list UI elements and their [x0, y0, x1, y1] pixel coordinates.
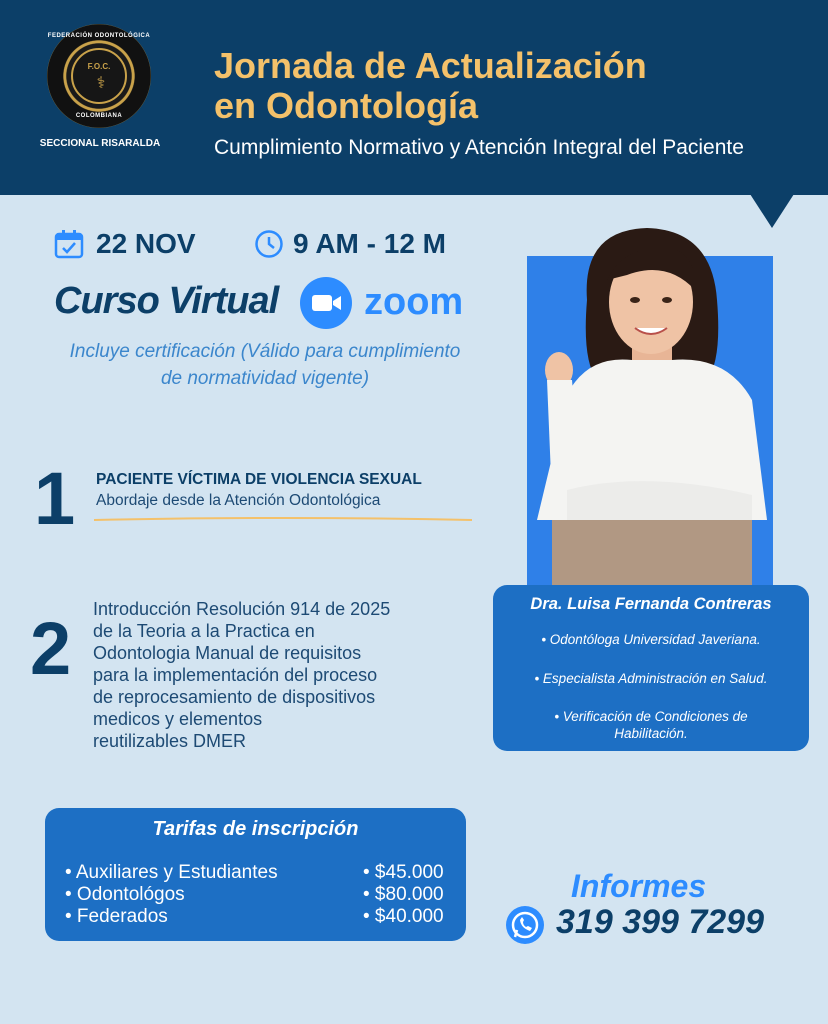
pricing-value: • $40.000	[363, 906, 444, 927]
pricing-label: • Federados	[65, 906, 168, 927]
contact-phone[interactable]: 319 399 7299	[556, 903, 764, 941]
seccional-label: SECCIONAL RISARALDA	[39, 138, 161, 149]
event-title-line2: en Odontología	[214, 85, 478, 126]
contact-label: Informes	[571, 868, 707, 904]
speaker-credential-line2: Habilitación.	[614, 726, 688, 741]
topic-2-line: de reprocesamiento de dispositivos	[93, 687, 376, 707]
pricing-title: Tarifas de inscripción	[152, 818, 359, 840]
topic-1-title: PACIENTE VÍCTIMA DE VIOLENCIA SEXUAL	[96, 471, 422, 488]
speaker-credential-line1: • Verificación de Condiciones de	[554, 709, 748, 724]
pricing-value: • $80.000	[363, 884, 444, 905]
pricing-label: • Auxiliares y Estudiantes	[65, 862, 278, 883]
modality-label: Curso Virtual	[54, 280, 279, 322]
event-title	[214, 46, 647, 126]
calendar-icon	[54, 229, 84, 259]
zoom-camera-icon	[300, 277, 352, 329]
certification-line2: de normatividad vigente)	[160, 368, 370, 389]
logo-center-text: F.O.C.	[87, 62, 111, 71]
event-subtitle: Cumplimiento Normativo y Atención Integral del Paciente	[214, 136, 744, 159]
logo-ring-top-text: FEDERACIÓN ODONTOLÓGICA	[47, 33, 151, 39]
speaker-card	[493, 585, 809, 751]
whatsapp-icon	[506, 906, 544, 944]
event-date: 22 NOV	[96, 228, 196, 259]
speaker-credential: • Especialista Administración en Salud.	[534, 671, 768, 686]
certification-line1: Incluye certificación (Válido para cumplimiento	[69, 341, 461, 362]
topic-1-number: 1	[34, 457, 76, 540]
topic-2-line: de la Teoria a la Practica en	[93, 621, 315, 641]
caduceus-icon: ⚕	[96, 75, 106, 92]
topic-1-subtitle: Abordaje desde la Atención Odontológica	[96, 492, 381, 509]
logo-ring-bottom-text: COLOMBIANA	[75, 113, 123, 119]
speaker-photo	[527, 220, 773, 586]
event-time: 9 AM - 12 M	[293, 228, 446, 259]
clock-icon	[254, 229, 284, 259]
topic-2-line: medicos y elementos	[93, 709, 263, 729]
topic-2-line: reutilizables DMER	[93, 731, 247, 751]
speaker-credential	[503, 708, 799, 742]
zoom-wordmark: zoom	[364, 281, 464, 323]
pricing-label: • Odontológos	[65, 884, 185, 905]
topic-2-line: Odontologia Manual de requisitos	[93, 643, 362, 663]
topic-2-description	[93, 598, 473, 752]
header-banner	[0, 0, 828, 195]
federation-logo	[47, 24, 151, 128]
topic-2-line: para la implementación del proceso	[93, 665, 378, 685]
speaker-name: Dra. Luisa Fernanda Contreras	[530, 595, 772, 613]
speaker-credential: • Odontóloga Universidad Javeriana.	[541, 632, 761, 647]
topic-1-underline	[94, 516, 472, 522]
pricing-value: • $45.000	[363, 862, 444, 883]
topic-2-number: 2	[30, 607, 72, 690]
topic-2-line: Introducción Resolución 914 de 2025	[93, 599, 391, 619]
certification-note	[40, 338, 490, 392]
logo-inner-circle	[71, 48, 127, 104]
pricing-card	[45, 808, 466, 941]
event-title-line1: Jornada de Actualización	[214, 45, 647, 86]
